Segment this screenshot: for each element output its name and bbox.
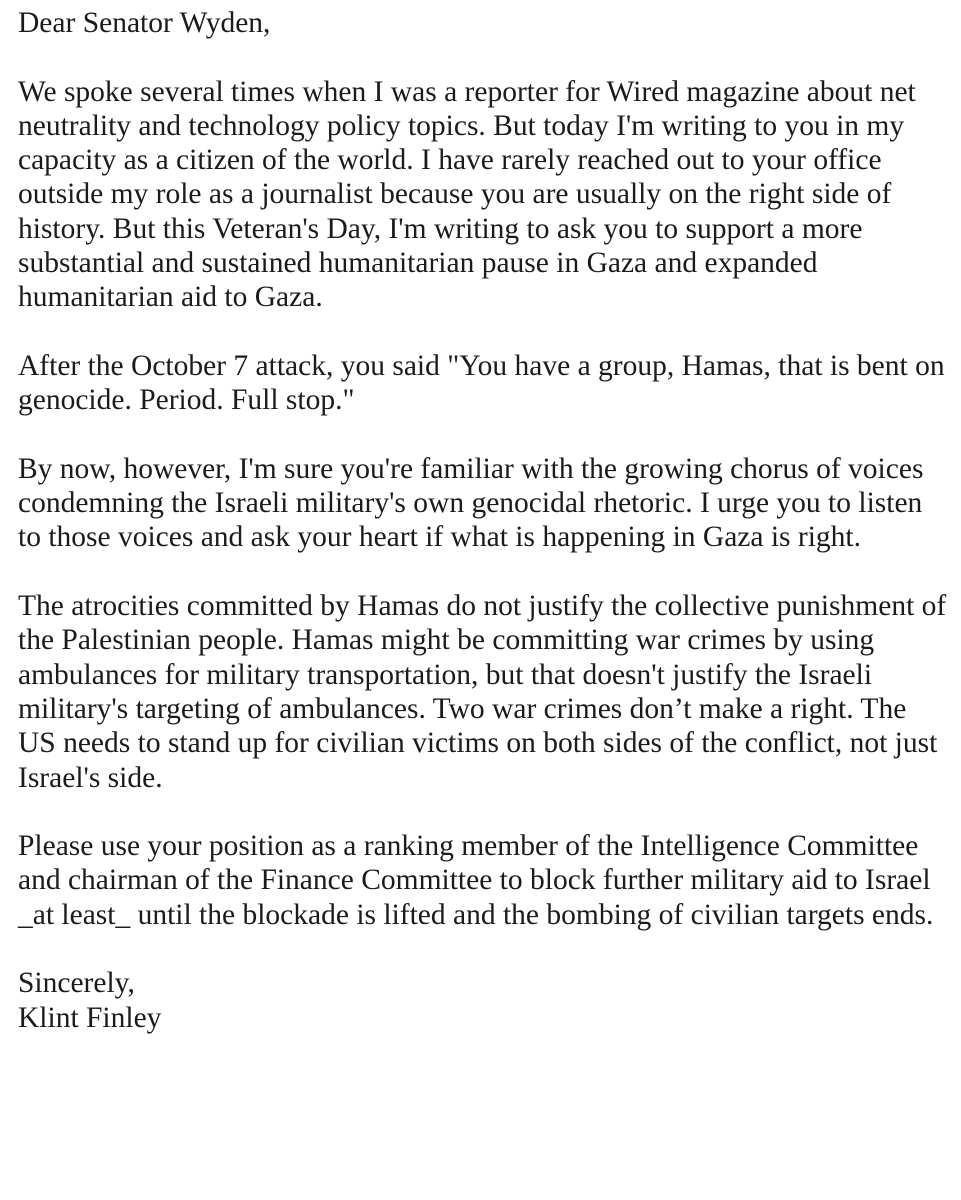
- closing: Sincerely,: [18, 967, 135, 1000]
- paragraph-quote: After the October 7 attack, you said "You have a group, Hamas, that is bent on genocide. Period. Full stop.": [18, 349, 945, 417]
- paragraph-request: Please use your position as a ranking member of the Intelligence Committee and chairman of the Finance Committee to block further military aid to Israel _at least_ until the blockade is lifted and the bombing of civilian targets ends.: [18, 830, 934, 931]
- signature: Klint Finley: [18, 1001, 162, 1034]
- paragraph-intro: We spoke several times when I was a reporter for Wired magazine about net neutrality and technology policy topics. But today I'm writing to you in my capacity as a citizen of the world. I have rarely reached out to your office outside my role as a journalist because you are usually on the right side of history. But this Veteran's Day, I'm writing to ask you to support a more substantial and sustained humanitarian pause in Gaza and expanded humanitarian aid to Gaza.: [18, 75, 916, 314]
- paragraph-rhetoric: By now, however, I'm sure you're familiar with the growing chorus of voices condemning the Israeli military's own genocidal rhetoric. I urge you to listen to those voices and ask your heart if what is happening in Gaza is right.: [18, 452, 924, 554]
- salutation: Dear Senator Wyden,: [18, 7, 271, 39]
- paragraph-atrocities: The atrocities committed by Hamas do not justify the collective punishment of the Palestinian people. Hamas might be committing war crimes by using ambulances for military transportation, but that doesn't justify the Israeli military's targeting of ambulances. Two war crimes don’t make a right. The US needs to stand up for civilian victims on both sides of the conflict, not just Israel's side.: [18, 590, 947, 794]
